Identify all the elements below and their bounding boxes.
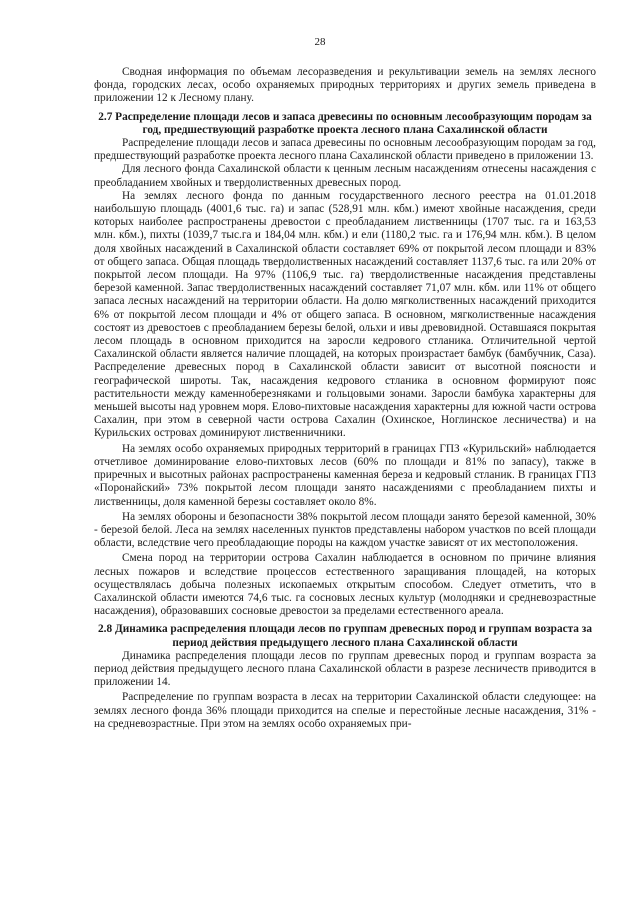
section-2-7-paragraph: Для лесного фонда Сахалинской области к ценным лесным насаждениям отнесены насаждения с преобладанием хвойных и твердолиственных древесных пород. [94, 163, 596, 189]
section-heading-2-7: 2.7 Распределение площади лесов и запаса древесины по основным лесообразующим породам за год, предшествующий разработке проекта лесного плана Сахалинской области [98, 110, 592, 136]
section-2-8-paragraph: Динамика распределения площади лесов по группам древесных пород и группам возраста за период действия предыдущего лесного плана Сахалинской области в разрезе лесничеств приводится в приложении 14. [94, 649, 596, 689]
section-2-7-paragraph: На землях обороны и безопасности 38% покрытой лесом площади занято березой каменной, 30% - березой белой. Леса на землях населенных пунктов представлены набором участков по всей площади области, вследствие чего преобладающие породы на каждом участке зависят от их местоположения. [94, 510, 596, 550]
page-number: 28 [314, 36, 326, 48]
section-2-7-paragraph: На землях лесного фонда по данным государственного лесного реестра на 01.01.2018 наибольшую площадь (4001,6 тыс. га) и запас (528,91 млн. кбм.) имеют хвойные насаждения, среди которых наиболее распространены древостои с преобладанием лиственницы (1707 тыс. га и 163,53 млн. кбм.), пихты (1039,7 тыс.га и 184,04 млн. кбм.) и ели (1180,2 тыс. га и 176,94 млн. кбм.). В целом доля хвойных насаждений в Сахалинской области составляет 69% от покрытой лесом площади и 83% от общего запаса. Общая площадь твердолиственных насаждений составляет 1137,6 тыс. га или 20% от покрытой лесом площади. На 97% (1106,9 тыс. га) твердолиственные насаждения представлены березой каменной. Запас твердолиственных насаждений составляет 71,07 млн. кбм. или 11% от общего запаса лесных насаждений на территории области. На долю мягколиственных насаждений приходится 6% от покрытой лесом площади и 4% от общего запаса. В основном, мягколиственные насаждения состоят из древостоев с преобладанием березы белой, ольхи и ивы древовидной. Оставшаяся покрытая лесом площадь в основном приходится на заросли кедрового стланика. Отличительной чертой Сахалинской области является наличие площадей, на которых произрастает бамбук (бамбучник, Саза). Распределение древесных пород в Сахалинской области зависит от высотной поясности и географической широты. Так, насаждения кедрового стланика в основном формируют пояс растительности между каменноберезняками и гольцовыми зонами. Заросли бамбука характерны для меньшей высоты над уровнем моря. Елово-пихтовые насаждения характерны для южной части острова Сахалин, при этом в северной части острова Сахалин (Охинское, Ноглинское лесничества) и на Курильских островах доминируют лиственничники. [94, 189, 596, 440]
section-2-7-paragraph: Смена пород на территории острова Сахалин наблюдается в основном по причине влияния лесных пожаров и вследствие процессов естественного заращивания площадей, на которых осуществлялась добыча полезных ископаемых открытым способом. Следует отметить, что в Сахалинской области имеются 74,6 тыс. га сосновых лесных культур (молодняки и средневозрастные насаждения), образовавших сосновые древостои за пределами естественного ареала. [94, 552, 596, 618]
section-2-7-paragraph: Распределение площади лесов и запаса древесины по основным лесообразующим породам за год, предшествующий разработке проекта лесного плана Сахалинской области приведено в приложении 13. [94, 137, 596, 163]
intro-paragraph: Сводная информация по объемам лесоразведения и рекультивации земель на землях лесного фонда, городских лесах, особо охраняемых природных территориях и других земель приведена в приложении 12 к Лесному плану. [94, 66, 596, 105]
section-2-8-paragraph: Распределение по группам возраста в лесах на территории Сахалинской области следующее: на землях лесного фонда 36% площади приходится на спелые и перестойные лесные насаждения, 31% - на средневозрастные. При этом на землях особо охраняемых при- [94, 691, 596, 730]
section-heading-2-8: 2.8 Динамика распределения площади лесов по группам древесных пород и группам возраста за период действия предыдущего лесного плана Сахалинской области [98, 623, 592, 649]
page-body [94, 66, 596, 731]
section-2-7-paragraph: На землях особо охраняемых природных территорий в границах ГПЗ «Курильский» наблюдается отчетливое доминирование елово-пихтовых лесов (60% по площади и 81% по запасу), также в приречных и высотных районах распространены каменная береза и кедровый стланик. В границах ГПЗ «Поронайский» 73% покрытой лесом площади занято насаждениями с преобладанием пихты и лиственницы, доля каменной березы составляет около 8%. [94, 442, 596, 508]
